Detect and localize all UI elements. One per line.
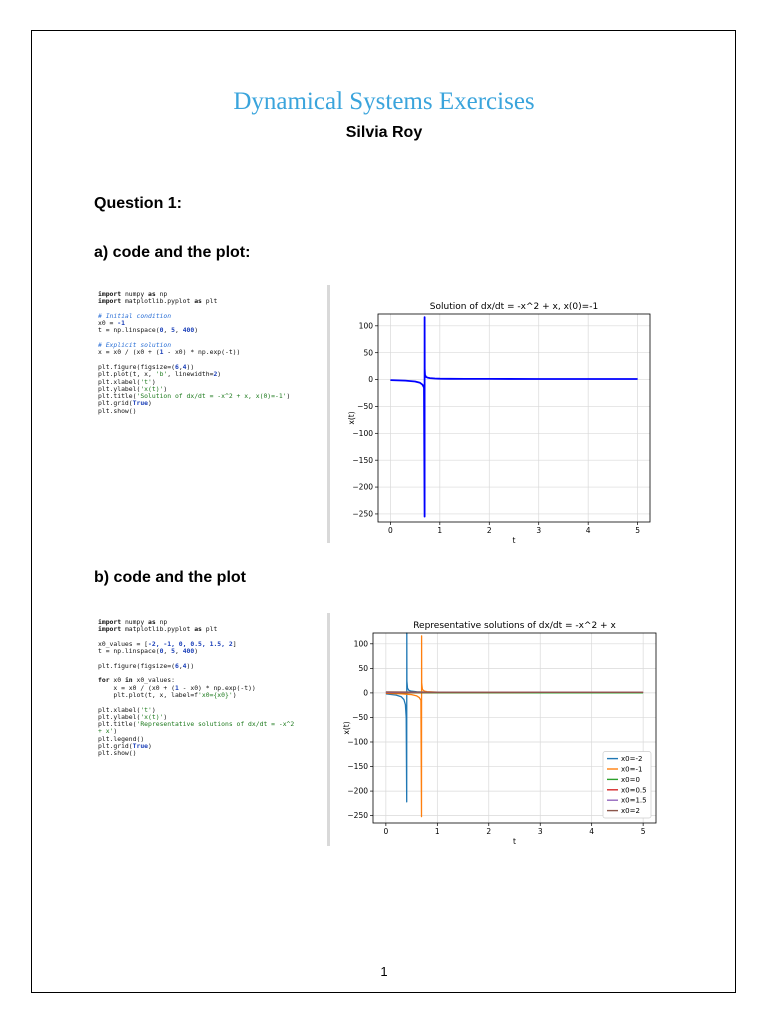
y-tick-label: −150 xyxy=(352,455,373,465)
part-a-heading: a) code and the plot: xyxy=(94,244,251,261)
plot-frame xyxy=(378,314,650,522)
legend-label: x0=0 xyxy=(621,775,640,784)
code-token: x0_values: xyxy=(132,676,175,685)
code-token: 'b' xyxy=(155,370,168,379)
code-token: as xyxy=(194,625,202,634)
x-axis-label: t xyxy=(512,536,516,545)
code-token: plt.figure(figsize=( xyxy=(98,362,175,371)
code-line xyxy=(98,692,294,699)
page-number: 1 xyxy=(380,964,388,979)
code-token: , xyxy=(163,326,172,335)
series-line xyxy=(390,317,637,516)
y-axis-label: x(t) xyxy=(347,411,356,425)
code-token: ) xyxy=(163,712,168,721)
code-token: ) xyxy=(113,727,118,736)
code-line xyxy=(98,408,290,415)
y-tick-label: 50 xyxy=(363,348,373,358)
document-author: Silvia Roy xyxy=(345,124,423,141)
code-token: np xyxy=(155,618,168,626)
code-line xyxy=(98,298,290,305)
code-token: 'x0={x0}' xyxy=(198,690,233,699)
y-axis-label: x(t) xyxy=(342,721,351,735)
y-tick-label: −50 xyxy=(352,713,368,723)
code-token: # Explicit solution xyxy=(98,341,172,350)
code-token: 5 xyxy=(171,326,175,335)
code-line xyxy=(98,626,294,633)
code-token: import xyxy=(98,297,122,306)
series-line xyxy=(386,692,643,693)
code-token: t = np.linspace( xyxy=(98,647,160,656)
code-token: plt.plot(t, x, label=f xyxy=(98,690,199,699)
code-token: True xyxy=(132,399,149,408)
solution-plot-a xyxy=(334,300,664,548)
x-tick-label: 4 xyxy=(585,526,591,535)
x-tick-label: 2 xyxy=(486,526,492,535)
x-tick-label: 1 xyxy=(434,827,440,836)
code-token: ) xyxy=(151,377,156,386)
code-line xyxy=(98,648,294,655)
code-token: matplotlib.pyplot xyxy=(121,297,195,306)
code-token: 2 xyxy=(213,370,218,379)
code-token: 400 xyxy=(182,326,195,335)
code-token: as xyxy=(194,297,202,306)
code-token: in xyxy=(124,676,133,685)
code-token: as xyxy=(148,618,156,626)
code-token: 4 xyxy=(182,661,187,670)
code-token: plt.legend() xyxy=(98,734,145,743)
x-tick-label: 5 xyxy=(635,526,641,535)
y-tick-label: −250 xyxy=(347,811,368,821)
code-token: x = x0 / (x0 + ( xyxy=(98,683,175,692)
code-token: ] xyxy=(232,639,237,648)
y-tick-label: −100 xyxy=(352,428,373,438)
code-token: x = x0 / (x0 + ( xyxy=(98,348,160,357)
code-token: , xyxy=(178,362,183,371)
code-panel-a xyxy=(92,285,330,543)
y-tick-label: 100 xyxy=(358,321,373,331)
code-token: 0 xyxy=(159,326,164,335)
code-token: )) xyxy=(186,661,195,670)
x-tick-label: 4 xyxy=(589,827,595,836)
code-line xyxy=(98,313,290,320)
code-token: ) xyxy=(151,705,156,714)
x-tick-label: 5 xyxy=(640,827,646,836)
code-token: numpy xyxy=(121,618,149,626)
code-token: + x' xyxy=(98,727,114,736)
code-token: import xyxy=(98,290,122,298)
code-token: 'x(t)' xyxy=(140,712,164,721)
code-token: , xyxy=(178,661,183,670)
legend-label: x0=-2 xyxy=(621,755,643,764)
code-token: True xyxy=(132,742,149,751)
code-token: 'x(t)' xyxy=(140,384,164,393)
code-line xyxy=(98,750,294,757)
code-token: plt.xlabel( xyxy=(98,705,141,714)
code-token: 6 xyxy=(174,362,179,371)
code-token: - x0) * np.exp(-t)) xyxy=(178,683,256,692)
code-token: numpy xyxy=(121,290,149,298)
code-token: plt xyxy=(201,297,218,306)
code-token: ) xyxy=(148,742,152,751)
y-tick-label: −100 xyxy=(347,737,368,747)
chart-title: Representative solutions of dx/dt = -x^2 + x xyxy=(413,621,616,631)
legend-label: x0=0.5 xyxy=(621,786,647,795)
code-token: x0_values = [ xyxy=(98,639,149,648)
code-token: 1 xyxy=(159,348,164,357)
code-token: ) xyxy=(163,384,168,393)
solution-plot-b xyxy=(334,619,668,849)
x-tick-label: 0 xyxy=(383,827,389,836)
code-token: 0 xyxy=(159,647,164,656)
code-token: 'Solution of dx/dt = -x^2 + x, x(0)=-1' xyxy=(136,392,287,401)
code-token: plt.ylabel( xyxy=(98,384,141,393)
x-axis-label: t xyxy=(513,837,516,846)
code-line xyxy=(98,327,290,334)
part-b-heading: b) code and the plot xyxy=(94,569,246,586)
code-token: ) xyxy=(194,326,199,335)
code-token: )) xyxy=(186,362,195,371)
code-token: plt.grid( xyxy=(98,742,133,751)
y-tick-label: −200 xyxy=(347,786,368,796)
code-token: as xyxy=(148,290,156,298)
code-token: - x0) * np.exp(-t)) xyxy=(163,348,241,357)
x-tick-label: 2 xyxy=(486,827,492,836)
code-token: plt.show() xyxy=(98,749,137,758)
code-token: 'Representative solutions of dx/dt = -x^2 xyxy=(136,720,295,729)
code-token: -1 xyxy=(117,319,125,328)
legend-label: x0=2 xyxy=(621,807,640,816)
code-token: ) xyxy=(217,370,222,379)
code-token: 4 xyxy=(182,362,187,371)
document-title: Dynamical Systems Exercises xyxy=(233,88,535,115)
y-tick-label: 50 xyxy=(358,663,368,673)
code-token: 1 xyxy=(174,683,179,692)
code-token: ) xyxy=(194,647,199,656)
code-token: plt.plot(t, x, xyxy=(98,370,156,379)
code-token: plt.show() xyxy=(98,406,137,415)
code-token: matplotlib.pyplot xyxy=(121,625,195,634)
y-tick-label: 0 xyxy=(363,688,368,698)
code-line xyxy=(98,349,290,356)
code-token: 't' xyxy=(140,705,152,714)
code-token: , xyxy=(163,647,172,656)
code-token: plt.figure(figsize=( xyxy=(98,661,175,670)
code-token: plt.ylabel( xyxy=(98,712,141,721)
x-tick-label: 3 xyxy=(537,827,543,836)
code-token: x0 = xyxy=(98,319,118,328)
code-token: plt.title( xyxy=(98,392,137,401)
code-line xyxy=(98,721,294,728)
code-token: plt.xlabel( xyxy=(98,377,141,386)
code-block-a xyxy=(98,291,290,415)
code-token: ) xyxy=(286,392,291,401)
x-tick-label: 3 xyxy=(536,526,542,535)
y-tick-label: 100 xyxy=(353,639,368,649)
code-token: plt xyxy=(201,625,218,634)
x-tick-label: 0 xyxy=(387,526,393,535)
question-heading: Question 1: xyxy=(94,195,183,212)
code-panel-b xyxy=(92,613,330,846)
code-token: , xyxy=(174,647,183,656)
code-token: 400 xyxy=(182,647,195,656)
code-token: 't' xyxy=(140,377,152,386)
legend-label: x0=1.5 xyxy=(621,796,647,805)
code-token: import xyxy=(98,618,122,626)
code-token: -2, -1, 0, 0.5, 1.5, 2 xyxy=(148,639,233,648)
code-token: plt.grid( xyxy=(98,399,133,408)
code-token: , linewidth= xyxy=(167,370,214,379)
y-tick-label: −250 xyxy=(352,509,373,519)
chart-svg xyxy=(334,300,664,548)
code-token: for xyxy=(98,676,110,685)
y-tick-label: −50 xyxy=(357,402,373,412)
code-token: 6 xyxy=(174,661,179,670)
code-token: 5 xyxy=(171,647,175,656)
code-line xyxy=(98,663,294,670)
code-token: plt.title( xyxy=(98,720,137,729)
y-tick-label: −150 xyxy=(347,762,368,772)
code-token: import xyxy=(98,625,122,634)
x-tick-label: 1 xyxy=(437,526,443,535)
code-token: # Initial condition xyxy=(98,311,172,320)
code-token: t = np.linspace( xyxy=(98,326,160,335)
code-token: x0 xyxy=(109,676,125,685)
chart-svg xyxy=(334,619,668,849)
code-token: ) xyxy=(148,399,152,408)
code-block-b xyxy=(98,619,294,758)
y-tick-label: −200 xyxy=(352,482,373,492)
code-token: np xyxy=(155,290,168,298)
code-token: , xyxy=(174,326,183,335)
code-token: ) xyxy=(232,690,237,699)
legend-label: x0=-1 xyxy=(621,765,643,774)
chart-title: Solution of dx/dt = -x^2 + x, x(0)=-1 xyxy=(429,302,599,312)
y-tick-label: 0 xyxy=(368,375,373,385)
